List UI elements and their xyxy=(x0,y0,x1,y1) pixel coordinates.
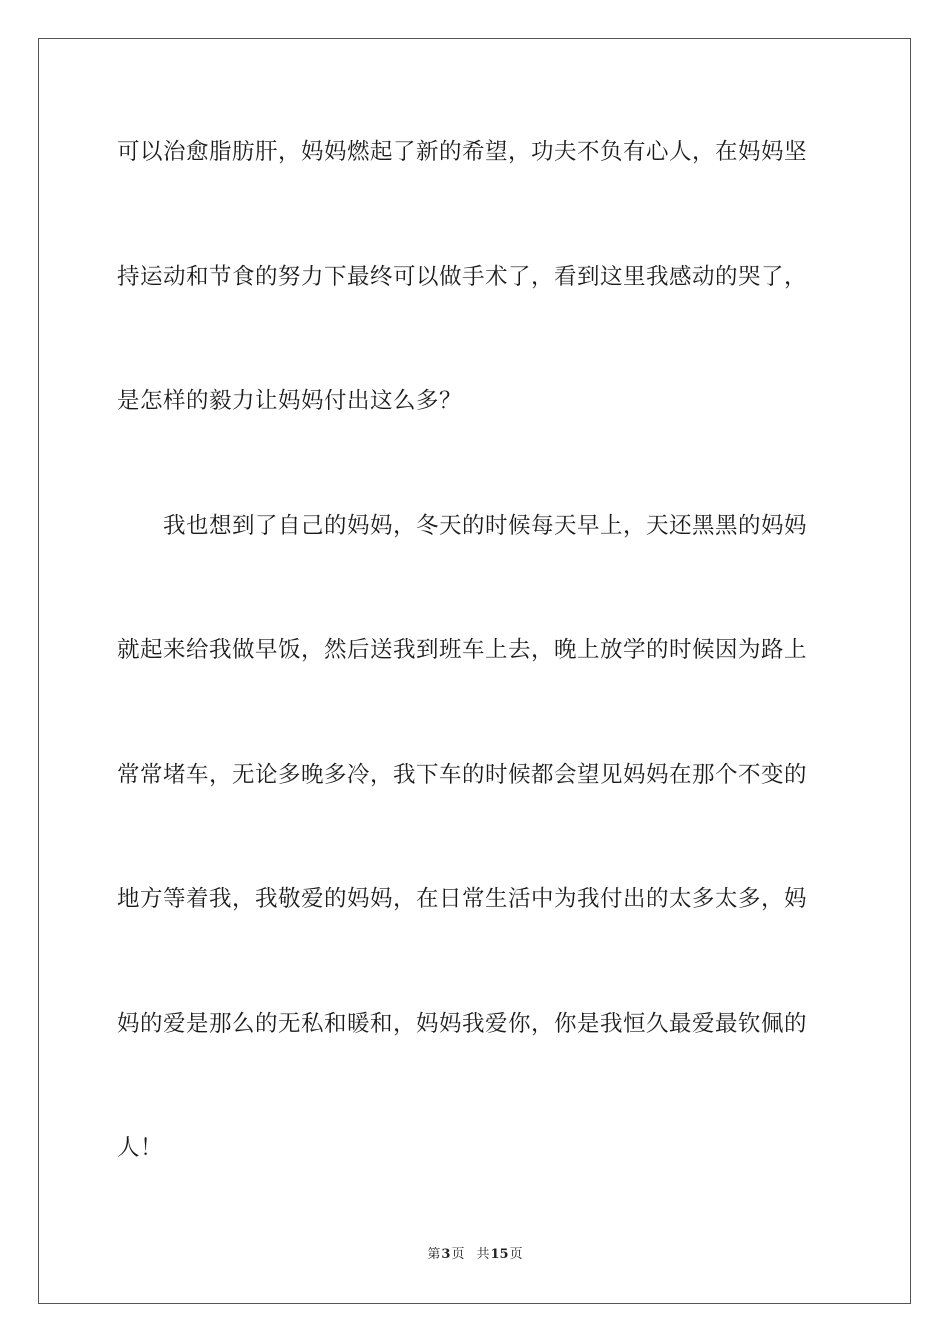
page-number: 3 xyxy=(441,1247,451,1262)
text-line: 持运动和节食的努力下最终可以做手术了，看到这里我感动的哭了， xyxy=(117,264,808,290)
total-pages: 15 xyxy=(490,1247,509,1262)
text-line: 就起来给我做早饭，然后送我到班车上去，晚上放学的时候因为路上 xyxy=(117,637,808,663)
page-footer xyxy=(0,1246,950,1264)
text-line: 妈的爱是那么的无私和暖和，妈妈我爱你，你是我恒久最爱最钦佩的 xyxy=(117,1011,808,1037)
text-line: 是怎样的毅力让妈妈付出这么多？ xyxy=(117,388,463,414)
page-border xyxy=(38,38,911,1304)
page-suffix: 页 xyxy=(451,1247,465,1262)
text-line: 常常堵车，无论多晚多冷，我下车的时候都会望见妈妈在那个不变的 xyxy=(117,762,808,788)
text-line: 可以治愈脂肪肝，妈妈燃起了新的希望，功夫不负有心人，在妈妈坚 xyxy=(117,139,808,165)
total-prefix: 共 xyxy=(476,1247,490,1262)
total-suffix: 页 xyxy=(509,1247,523,1262)
page-prefix: 第 xyxy=(427,1247,441,1262)
text-line: 人！ xyxy=(117,1135,164,1161)
text-line: 地方等着我，我敬爱的妈妈，在日常生活中为我付出的太多太多，妈 xyxy=(117,886,808,912)
paragraph-first-line: 我也想到了自己的妈妈，冬天的时候每天早上，天还黑黑的妈妈 xyxy=(163,513,808,539)
